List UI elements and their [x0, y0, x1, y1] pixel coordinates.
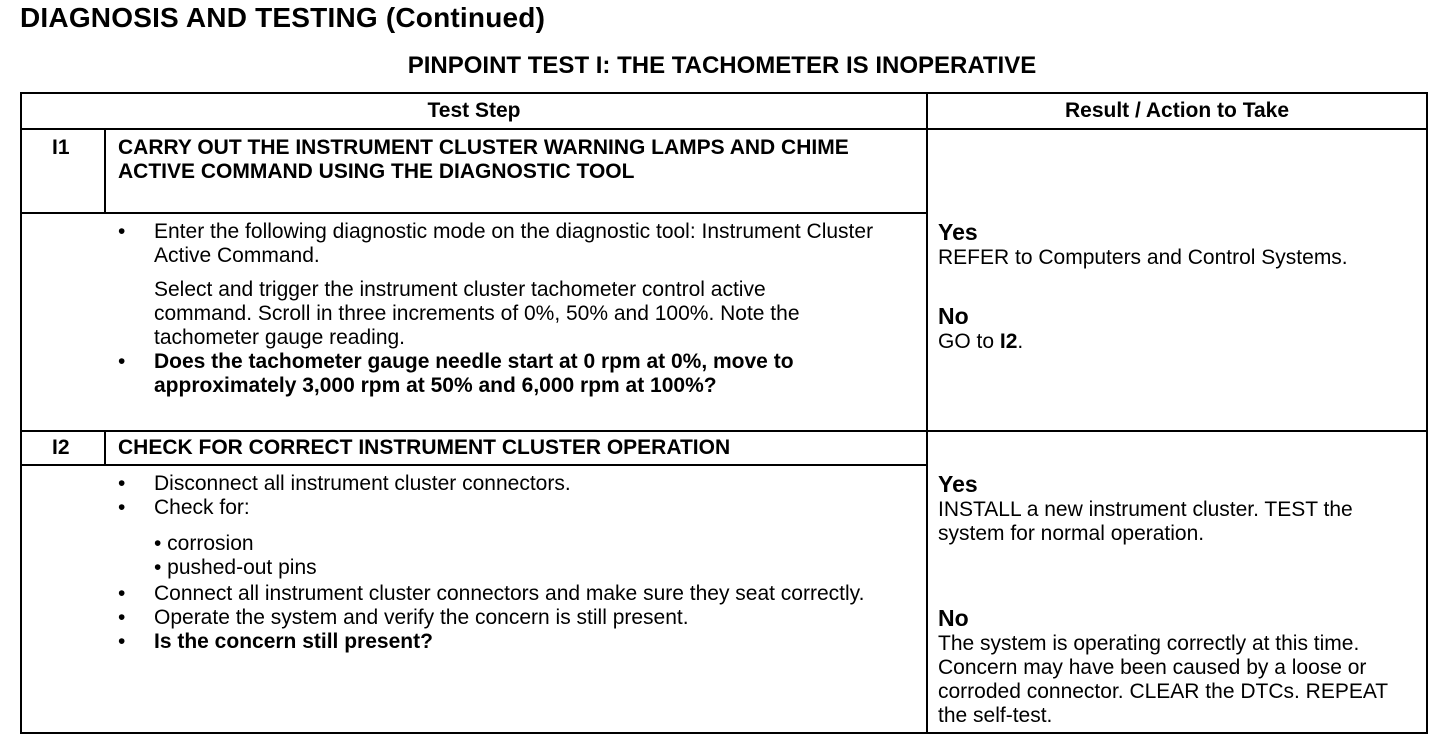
list-item: • Enter the following diagnostic mode on the diagnostic tool: Instrument Cluster Active Command. [118, 220, 874, 267]
yes-label: Yes [938, 471, 978, 497]
no-label: No [938, 605, 969, 631]
row-divider [22, 430, 1426, 432]
yes-action: INSTALL a new instrument cluster. TEST the system for normal operation. [938, 498, 1353, 545]
check-sub-list [154, 532, 317, 580]
step-id-divider [104, 430, 106, 466]
step-title: CHECK FOR CORRECT INSTRUMENT CLUSTER OPERATION [118, 436, 731, 459]
yes-action: REFER to Computers and Control Systems. [938, 246, 1348, 269]
header-result-action: Result / Action to Take [1064, 99, 1290, 122]
no-label: No [938, 303, 969, 329]
no-action: GO to I2. [938, 330, 1024, 353]
no-action: The system is operating correctly at this time. Concern may have been caused by a loose or corroded connector. CLEAR the DTCs. REPEAT the self-test. [938, 632, 1388, 727]
step-instructions [118, 220, 908, 268]
list-item: • pushed-out pins [154, 556, 317, 579]
step-title-divider [22, 464, 926, 466]
header-test-step: Test Step [427, 99, 521, 122]
step-id: I2 [52, 436, 70, 459]
list-item: • Is the concern still present? [118, 630, 433, 653]
step-id-divider [104, 128, 106, 214]
list-item: • Operate the system and verify the concern is still present. [118, 606, 689, 629]
step-title-divider [22, 212, 926, 214]
pinpoint-test-title: PINPOINT TEST I: THE TACHOMETER IS INOPERATIVE [407, 52, 1037, 79]
list-item: • Disconnect all instrument cluster connectors. [118, 472, 571, 495]
list-item: • corrosion [154, 532, 254, 555]
step-instructions [118, 472, 908, 520]
step-id: I1 [52, 136, 70, 159]
yes-label: Yes [938, 219, 978, 245]
pinpoint-test-table [20, 92, 1428, 734]
step-paragraph: Select and trigger the instrument cluster tachometer control active command. Scroll in three increments of 0%, 50% and 100%. Note the tachometer gauge reading. [154, 278, 800, 349]
header-divider [22, 128, 1426, 130]
column-divider [926, 94, 928, 732]
list-item: • Does the tachometer gauge needle start at 0 rpm at 0%, move to approximately 3,000 rpm at 50% and 6,000 rpm at 100%? [118, 350, 794, 397]
list-item: • Check for: [118, 496, 250, 519]
step-question [118, 350, 908, 398]
list-item: • Connect all instrument cluster connectors and make sure they seat correctly. [118, 582, 865, 605]
step-instructions [118, 582, 908, 654]
step-title: CARRY OUT THE INSTRUMENT CLUSTER WARNING LAMPS AND CHIME ACTIVE COMMAND USING THE DIAGNOSTIC TOOL [118, 136, 849, 183]
step-link-i2[interactable]: I2 [999, 330, 1018, 353]
page-heading: DIAGNOSIS AND TESTING (Continued) [20, 2, 546, 33]
